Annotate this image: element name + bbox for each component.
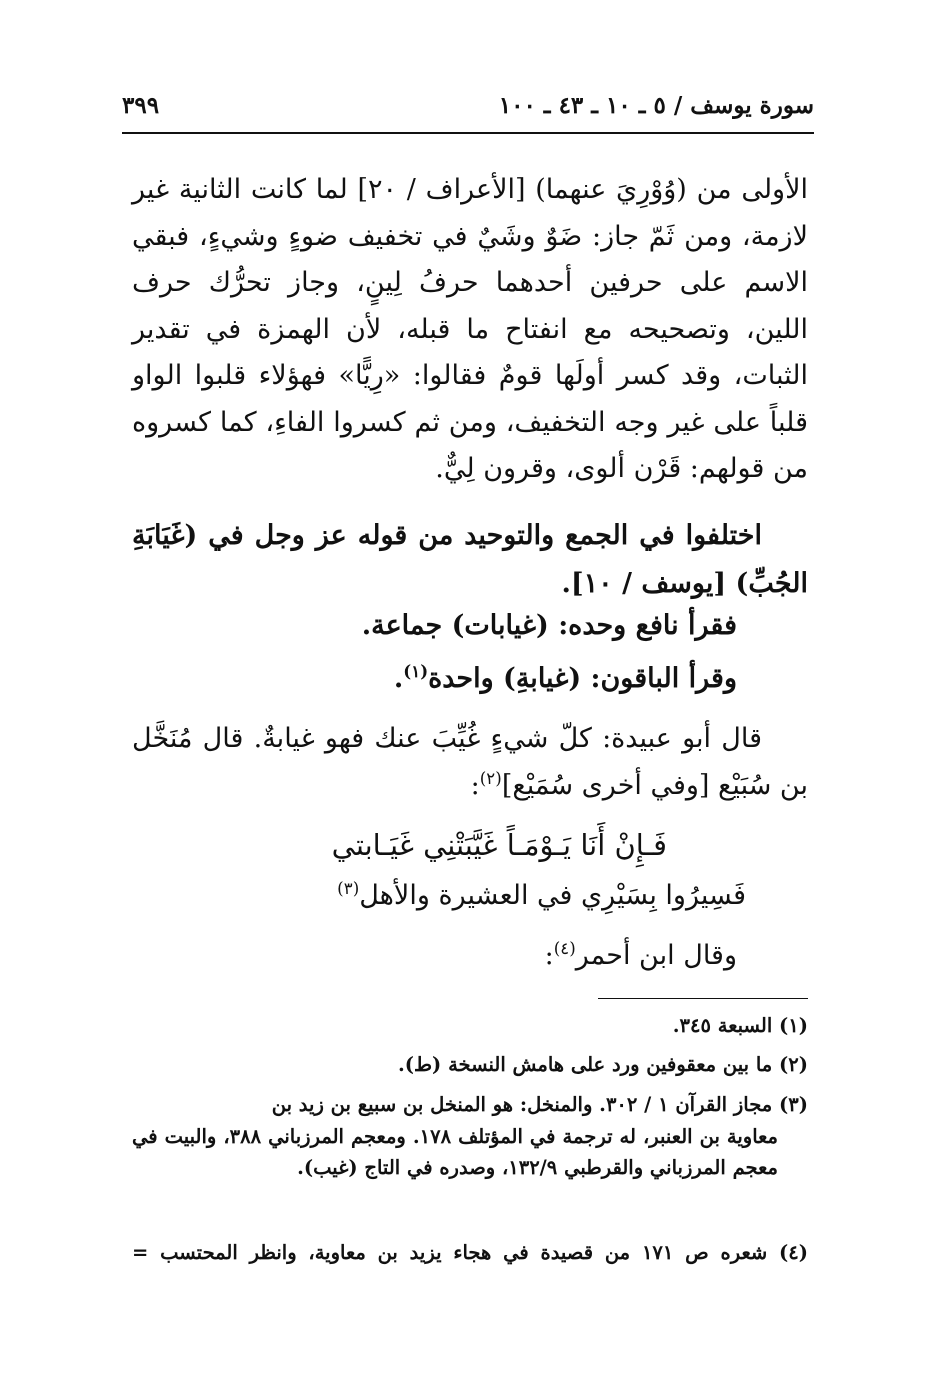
heading-text: اختلفوا في الجمع والتوحيد من قوله عز وجل في (غَيَابَةِ الجُبِّ) [يوسف / ١٠].: [132, 520, 808, 599]
footnote-ref-4: (٤): [553, 938, 576, 958]
footnote-divider: [598, 998, 808, 999]
footnote-4: (٤) شعره ص ١٧١ من قصيدة في هجاء يزيد بن معاوية، وانظر المحتسب =: [132, 1241, 809, 1264]
footnote-ref-2: (٢): [479, 767, 502, 788]
paragraph4-end: :: [544, 940, 554, 971]
verse2-text: فَسِيرُوا بِسَيْرِي في العشيرة والأهل: [359, 880, 746, 911]
reading-others: [394, 656, 737, 702]
body-paragraph-1: الأولى من (وُوْرِيَ عنهما) [الأعراف / ٢٠] لما كانت الثانية غير لازمة، ومن ثَمّ جاز: ضَوٌ وشَيٌ في تخفيف ضوءٍ وشيءٍ، فبقي الاسم على حرفين أحدهما حرفُ لِينٍ، وجاز تحرُّك حرف اللين، وتصحيحه مع انفتاح ما قبله، لأن الهمزة في تقدير الثبات، وقد كسر أولَها قومٌ فقالوا: «رِيًّا» فهؤلاء قلبوا الواو قلباً على غير وجه التخفيف، ومن ثم كسروا الفاءِ، كما كسروه من قولهم: قَرْن ألوى، وقرون لِيٌّ.: [132, 174, 808, 484]
footnote-3: [132, 1089, 808, 1184]
header-divider: [122, 132, 814, 134]
page-number: ٣٩٩: [122, 92, 160, 119]
running-header: [122, 88, 814, 126]
footnote-ref-1: (١): [403, 661, 429, 681]
header-title: سورة يوسف / ٥ ـ ١٠ ـ ٤٣ ـ ١٠٠: [498, 92, 814, 119]
footnote-ref-3: (٣): [337, 878, 360, 898]
body-paragraph-3: [132, 716, 808, 809]
reading-nafi: فقرأ نافع وحده: (غيابات) جماعة.: [361, 610, 737, 641]
verse-line-1: فَـإِنْ أَنَا يَـوْمَـاً غَيَّبَتْنِي غَيَـابتي: [331, 828, 667, 862]
reading-others-text: وقرأ الباقون: (غيابةِ) واحدة: [428, 663, 737, 694]
reading-others-end: .: [393, 663, 404, 694]
section-heading: [132, 512, 808, 608]
footnote-3-first-line: (٣) مجاز القرآن ١ / ٣٠٢. والمنخل: هو المنخل بن سبيع بن زيد بن: [271, 1093, 808, 1116]
footnote-3-continuation: معاوية بن العنبر، له ترجمة في المؤتلف ١٧٨. ومعجم المرزباني ٣٨٨، والبيت في معجم المرزباني والقرطبي ١٣٢/٩، وصدره في التاج (غيب).: [132, 1124, 778, 1179]
footnote-2: (٢) ما بين معقوفين ورد على هامش النسخة (ط).: [398, 1053, 808, 1076]
body-paragraph-4: [545, 933, 737, 979]
footnote-1: (١) السبعة ٣٤٥.: [672, 1014, 808, 1037]
verse-line-2: [337, 873, 746, 919]
paragraph3-text: قال أبو عبيدة: كلّ شيءٍ غُيِّبَ عنك فهو غيابةٌ. قال مُنَخَّل بن سُبَيْع [وفي أخرى سُمَيْع]: [132, 723, 808, 801]
paragraph4-text: وقال ابن أحمر: [575, 940, 737, 971]
paragraph3-end: :: [470, 769, 480, 801]
